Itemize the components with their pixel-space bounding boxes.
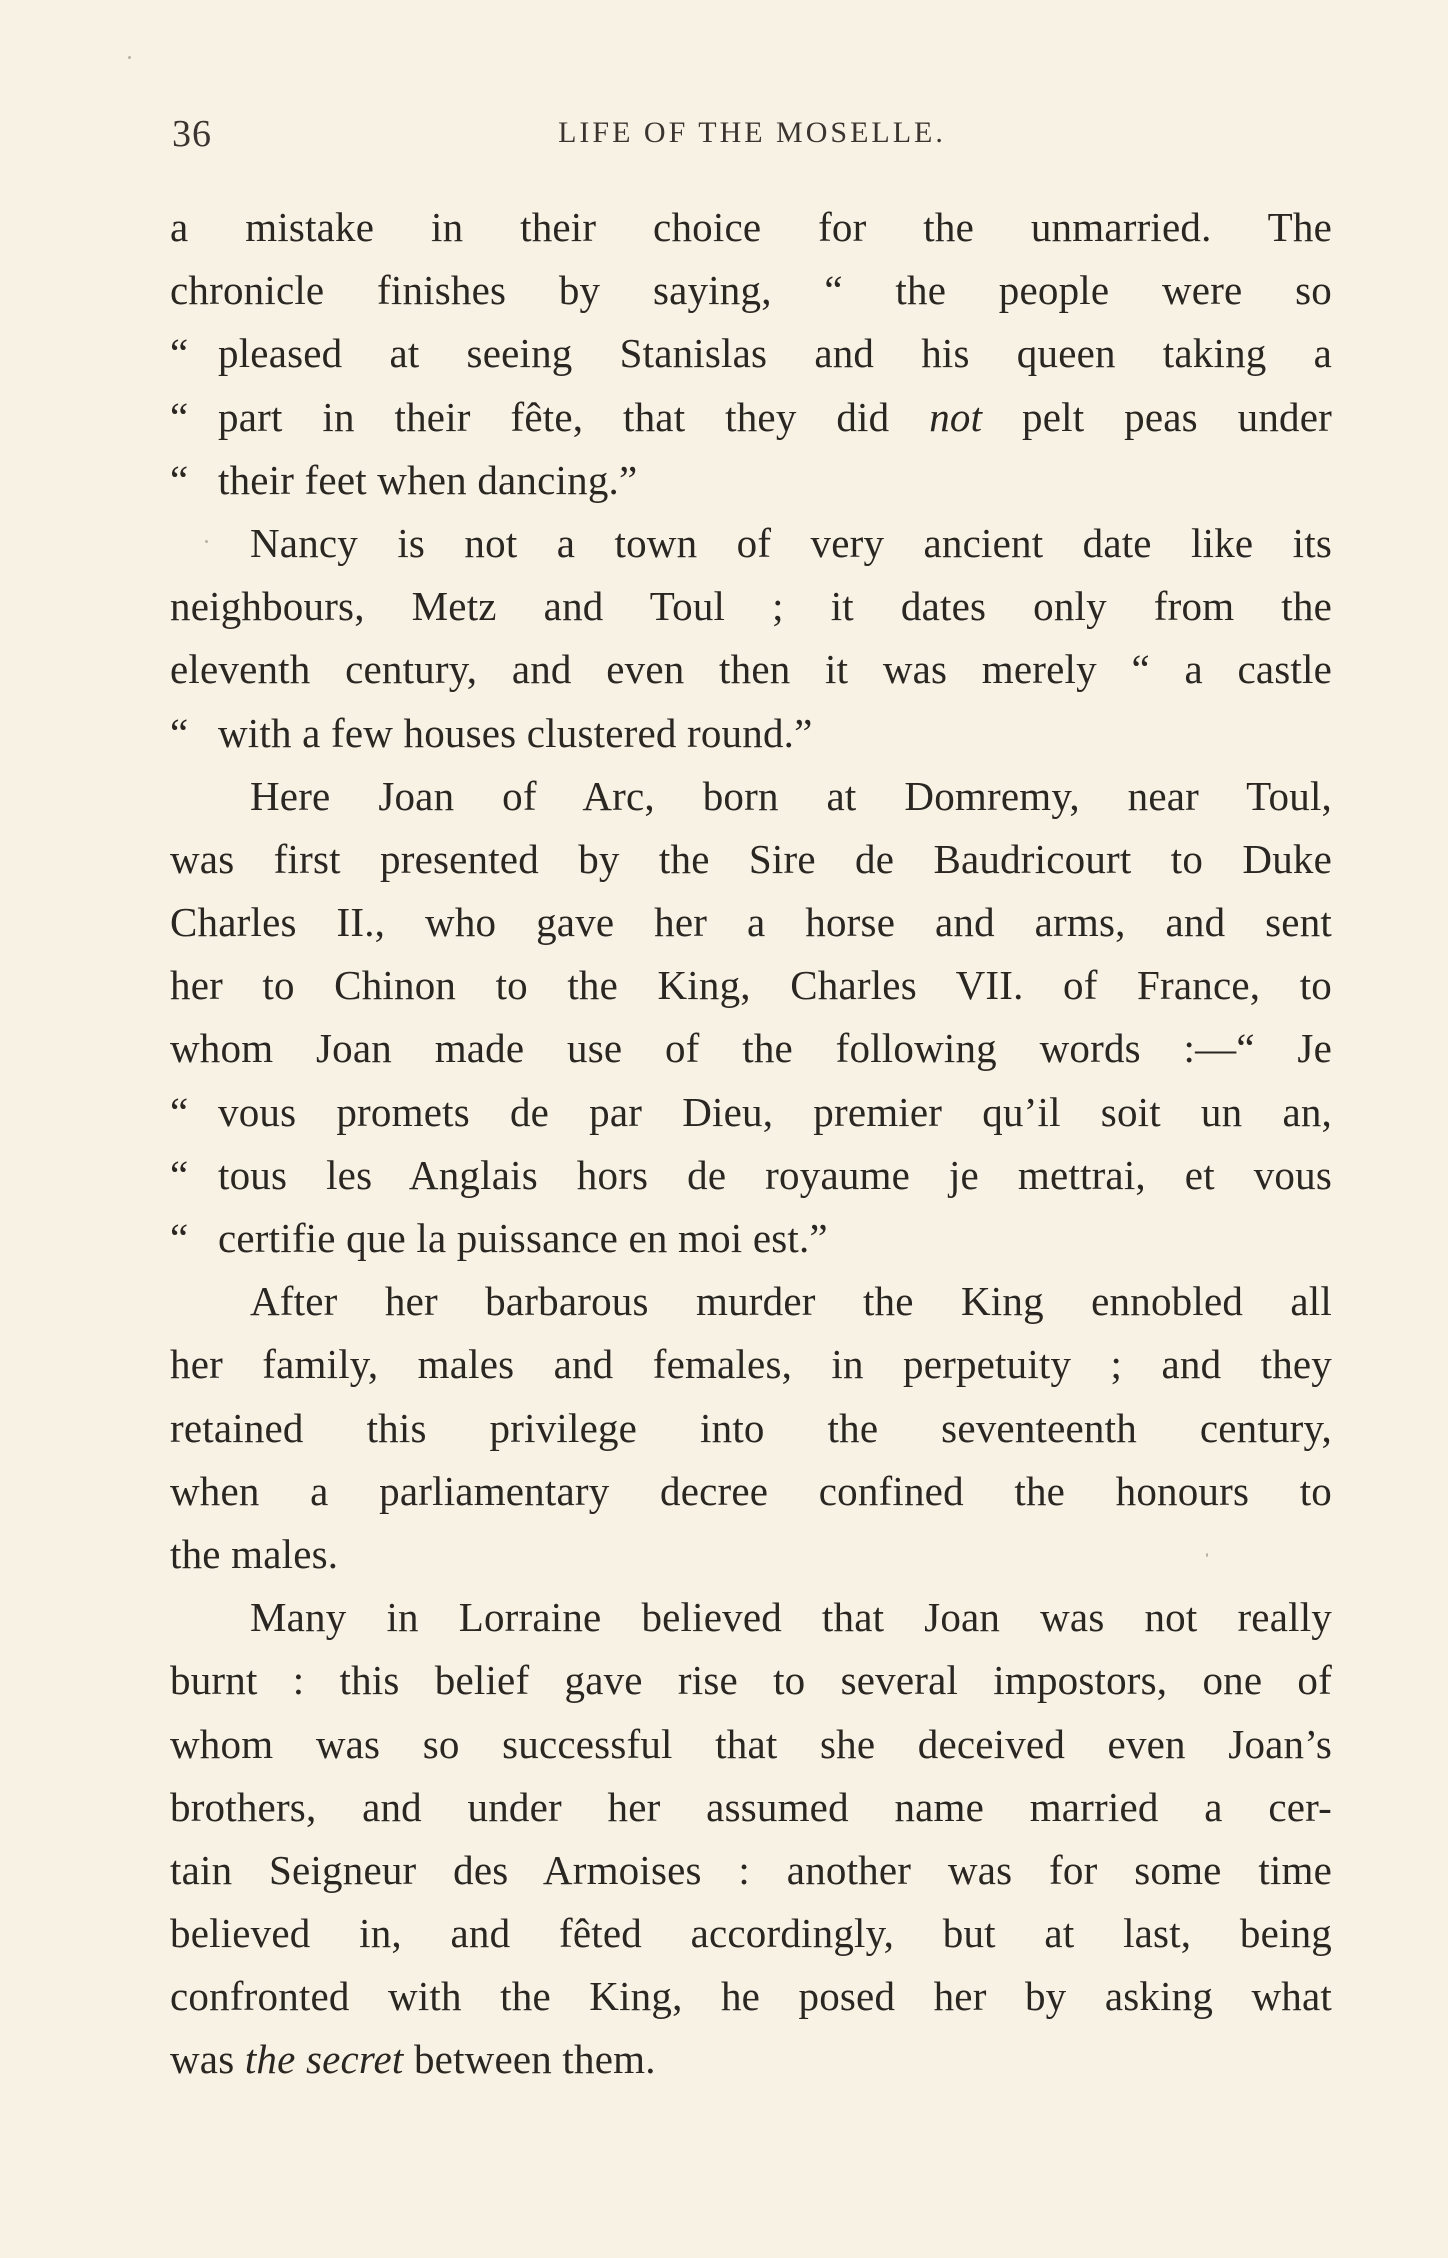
quote-mark: “: [170, 330, 189, 377]
text-line: [170, 1207, 1332, 1270]
running-title: LIFE OF THE MOSELLE.: [558, 116, 946, 149]
body-text: [170, 196, 1332, 2092]
text-line: her family, males and females, in perpetuity ; and they: [170, 1341, 1332, 1388]
page-number: 36: [172, 113, 212, 155]
paper-speck: [128, 56, 131, 59]
line-text: part in their fête, that they did: [218, 393, 930, 440]
text-line: tain Seigneur des Armoises : another was for some time: [170, 1846, 1332, 1893]
text-line: [170, 1081, 1332, 1144]
text-line: believed in, and fêted accordingly, but at last, being: [170, 1910, 1332, 1957]
text-line: confronted with the King, he posed her by asking what: [170, 1973, 1332, 2020]
quote-mark: “: [170, 1215, 189, 1261]
paragraph: [170, 512, 1332, 765]
text-line: brothers, and under her assumed name married a cer-: [170, 1783, 1332, 1830]
text-line: [170, 2028, 1332, 2091]
text-line: whom Joan made use of the following words :—“ Je: [170, 1025, 1332, 1072]
line-text: was: [170, 2036, 245, 2083]
line-text: pleased at seeing Stanislas and his queen taking a: [218, 330, 1332, 377]
text-line: [170, 702, 1332, 765]
text-line: Nancy is not a town of very ancient date like its: [250, 519, 1332, 566]
line-text: vous promets de par Dieu, premier qu’il soit un an,: [218, 1088, 1332, 1135]
quote-mark: “: [170, 1088, 189, 1135]
text-line: her to Chinon to the King, Charles VII. of France, to: [170, 962, 1332, 1009]
paragraph: [170, 765, 1332, 1271]
text-line: was first presented by the Sire de Baudricourt to Duke: [170, 835, 1332, 882]
text-line: [170, 386, 1332, 449]
text-line: Many in Lorraine believed that Joan was not really: [250, 1594, 1332, 1641]
paragraph: [170, 196, 1332, 512]
italic-text: not: [929, 393, 983, 440]
text-line: [170, 449, 1332, 512]
text-line: when a parliamentary decree confined the honours to: [170, 1467, 1332, 1514]
line-text: tous les Anglais hors de royaume je mettrai, et vous: [218, 1151, 1332, 1198]
running-head: [172, 112, 1332, 162]
line-text: pelt peas under: [982, 393, 1333, 440]
text-line: burnt : this belief gave rise to several impostors, one of: [170, 1657, 1332, 1704]
quote-mark: “: [170, 393, 189, 440]
quote-mark: “: [170, 1151, 189, 1198]
text-line: whom was so successful that she deceived even Joan’s: [170, 1720, 1332, 1767]
quote-mark: “: [170, 709, 189, 756]
line-text: with a few houses clustered round.”: [218, 709, 813, 756]
text-line: retained this privilege into the seventeenth century,: [170, 1404, 1332, 1451]
text-line: [170, 1144, 1332, 1207]
text-line: [170, 322, 1332, 385]
text-line: Charles II., who gave her a horse and arms, and sent: [170, 899, 1332, 946]
line-text: their feet when dancing.”: [218, 456, 638, 503]
text-line: eleventh century, and even then it was merely “ a castle: [170, 646, 1332, 693]
line-text: between them.: [403, 2036, 656, 2083]
italic-text: the secret: [244, 2036, 404, 2083]
paragraph: [170, 1270, 1332, 1586]
text-line: Here Joan of Arc, born at Domremy, near Toul,: [250, 772, 1332, 819]
text-line: a mistake in their choice for the unmarried. The: [170, 204, 1332, 250]
text-line: the males.: [170, 1530, 339, 1577]
quote-mark: “: [170, 456, 189, 503]
paragraph: [170, 1586, 1332, 2092]
text-line: neighbours, Metz and Toul ; it dates only from the: [170, 583, 1332, 630]
paper-speck: [1206, 1553, 1208, 1557]
paper-speck: [205, 540, 208, 543]
text-line: chronicle finishes by saying, “ the people were so: [170, 267, 1332, 314]
text-line: After her barbarous murder the King ennobled all: [250, 1278, 1332, 1325]
line-text: certifie que la puissance en moi est.”: [218, 1215, 828, 1261]
